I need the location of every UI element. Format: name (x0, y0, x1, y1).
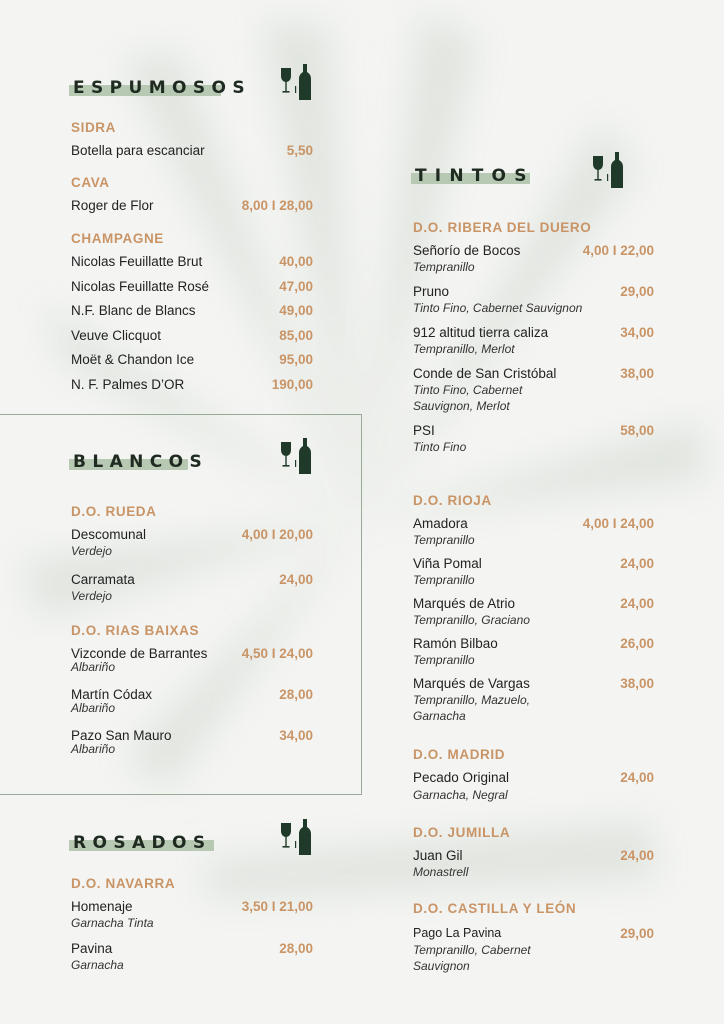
menu-item (71, 302, 313, 319)
item-price: 5,50 (286, 143, 313, 158)
item-grape: Verdejo (71, 589, 112, 603)
item-price: 4,50 Ι 24,00 (241, 646, 313, 661)
item-price: 24,00 (620, 848, 654, 863)
item-grape: Tinto Fino, Cabernet Sauvignon (413, 301, 583, 315)
menu-item (413, 422, 654, 455)
item-price: 58,00 (620, 423, 654, 438)
item-price: 24,00 (620, 596, 654, 611)
menu-item (71, 142, 313, 159)
item-name: Descomunal (71, 527, 147, 542)
category-title: D.O. NAVARRA (71, 876, 176, 891)
item-name: Martín Códax (71, 687, 153, 702)
category-sidra (71, 120, 313, 159)
category-title: D.O. RUEDA (71, 504, 157, 519)
menu-item (71, 940, 313, 973)
menu-item (413, 324, 654, 357)
menu-item (71, 278, 313, 295)
wine-glass-bottle-icon (279, 438, 313, 474)
section-blancos (71, 434, 313, 474)
item-name: Carramata (71, 572, 135, 587)
item-grape: Tinto Fino, Cabernet Sauvignon, Merlot (413, 383, 523, 413)
item-price: 24,00 (620, 556, 654, 571)
item-grape: Tempranillo, Merlot (413, 342, 515, 356)
section-title: ROSADOS (73, 833, 212, 853)
item-price: 24,00 (279, 572, 313, 587)
item-price: 26,00 (620, 636, 654, 651)
section-header (71, 815, 313, 855)
item-grape: Garnacha (71, 958, 124, 972)
category-champagne (71, 231, 313, 393)
item-name: 912 altitud tierra caliza (413, 325, 549, 340)
wine-glass-bottle-icon (279, 64, 313, 100)
item-price: 49,00 (279, 303, 313, 319)
item-grape: Tempranillo, Graciano (413, 613, 530, 627)
item-name: Homenaje (71, 899, 133, 914)
category-rioja (413, 493, 654, 724)
category-madrid (413, 747, 654, 803)
item-price: 38,00 (620, 676, 654, 691)
menu-item (413, 283, 654, 316)
menu-item (413, 242, 654, 275)
item-grape: Albariño (71, 701, 116, 715)
item-price: 4,00 Ι 22,00 (582, 243, 654, 258)
category-title: D.O. RIAS BAIXAS (71, 623, 200, 638)
section-header (413, 148, 654, 188)
menu-item (413, 555, 654, 588)
item-name: Amadora (413, 516, 468, 531)
item-grape: Albariño (71, 742, 116, 756)
category-cava (71, 175, 313, 214)
category-title: D.O. CASTILLA Y LEÓN (413, 901, 577, 916)
item-name: Moët & Chandon Ice (71, 352, 195, 368)
section-tintos (413, 148, 654, 188)
item-price: 4,00 Ι 24,00 (582, 516, 654, 531)
category-ribera-del-duero (413, 220, 654, 455)
menu-item (71, 571, 313, 604)
item-name: Nicolas Feuillatte Brut (71, 254, 203, 269)
item-price: 190,00 (271, 376, 313, 392)
menu-item (71, 376, 313, 393)
menu-item (413, 925, 654, 974)
item-grape: Tempranillo (413, 653, 475, 667)
item-name: Juan Gil (413, 848, 463, 863)
item-grape: Garnacha Tinta (71, 916, 154, 930)
item-grape: Verdejo (71, 544, 112, 558)
item-price: 4,00 Ι 20,00 (241, 527, 313, 542)
section-header (71, 434, 313, 474)
item-name: Marqués de Vargas (413, 676, 530, 691)
section-rosados (71, 815, 313, 855)
item-name: Ramón Bilbao (413, 636, 498, 651)
item-price: 40,00 (279, 254, 313, 269)
wine-glass-bottle-icon (279, 819, 313, 855)
category-castilla-y-leon (413, 901, 654, 974)
item-price: 47,00 (279, 278, 313, 294)
category-rueda (71, 504, 313, 604)
menu-item (413, 847, 654, 880)
menu-item (71, 197, 313, 214)
item-grape: Albariño (71, 660, 116, 674)
menu-item (413, 635, 654, 668)
menu-item (71, 727, 313, 757)
item-name: Señorío de Bocos (413, 243, 521, 258)
category-rias-baixas (71, 623, 313, 757)
item-grape: Tinto Fino (413, 440, 467, 454)
item-price: 3,50 Ι 21,00 (241, 899, 313, 914)
menu-item (71, 327, 313, 344)
item-name: Nicolas Feuillatte Rosé (71, 278, 210, 294)
menu-item (71, 645, 313, 675)
category-title: D.O. RIOJA (413, 493, 492, 508)
section-title: ESPUMOSOS (73, 78, 252, 98)
menu-item (71, 253, 313, 270)
category-title: D.O. JUMILLA (413, 825, 511, 840)
menu-item (71, 526, 313, 559)
menu-item (71, 686, 313, 716)
item-price: 28,00 (279, 941, 313, 956)
item-price: 34,00 (620, 325, 654, 340)
item-name: PSI (413, 423, 435, 438)
item-grape: Monastrell (413, 865, 469, 879)
category-jumilla (413, 825, 654, 880)
section-espumosos (71, 60, 313, 100)
item-name: Pecado Original (413, 770, 510, 785)
item-grape: Tempranillo (413, 573, 475, 587)
item-name: Viña Pomal (413, 556, 482, 571)
item-name: Botella para escanciar (71, 143, 205, 158)
item-price: 8,00 Ι 28,00 (241, 198, 313, 213)
item-name: N. F. Palmes D’OR (71, 376, 185, 392)
item-price: 95,00 (279, 352, 313, 368)
item-price: 34,00 (279, 728, 313, 743)
menu-item (413, 595, 654, 628)
menu-item (71, 351, 313, 368)
item-grape: Tempranillo (413, 260, 475, 274)
menu-item (413, 515, 654, 548)
item-grape: Tempranillo, Mazuelo, Garnacha (413, 693, 530, 723)
category-title: CAVA (71, 175, 110, 190)
item-name: Pruno (413, 284, 450, 299)
item-grape: Garnacha, Negral (413, 788, 508, 802)
section-title: BLANCOS (73, 452, 209, 472)
item-name: Roger de Flor (71, 198, 154, 213)
item-name: Pazo San Mauro (71, 728, 172, 743)
menu-item (413, 675, 654, 724)
item-price: 24,00 (620, 770, 654, 785)
item-price: 28,00 (279, 687, 313, 702)
wine-glass-bottle-icon (591, 152, 625, 188)
menu-item (413, 365, 654, 414)
category-title: CHAMPAGNE (71, 231, 164, 246)
item-name: Conde de San Cristóbal (413, 366, 557, 381)
item-price: 85,00 (279, 327, 313, 343)
item-grape: Tempranillo (413, 533, 475, 547)
item-name: Marqués de Atrio (413, 596, 516, 611)
category-title: SIDRA (71, 120, 117, 135)
category-title: D.O. MADRID (413, 747, 506, 762)
item-name: Pavina (71, 941, 113, 956)
item-grape: Tempranillo, Cabernet Sauvignon (413, 943, 531, 973)
section-title: TINTOS (415, 166, 535, 186)
item-name: N.F. Blanc de Blancs (71, 303, 196, 319)
menu-item (71, 898, 313, 931)
item-price: 38,00 (620, 366, 654, 381)
item-price: 29,00 (620, 284, 654, 299)
category-title: D.O. RIBERA DEL DUERO (413, 220, 592, 235)
item-name: Vizconde de Barrantes (71, 646, 208, 661)
section-header (71, 60, 313, 100)
item-price: 29,00 (620, 926, 654, 941)
item-name: Veuve Clicquot (71, 327, 162, 343)
category-navarra (71, 876, 313, 973)
menu-item (413, 769, 654, 803)
item-name: Pago La Pavina (413, 926, 502, 940)
